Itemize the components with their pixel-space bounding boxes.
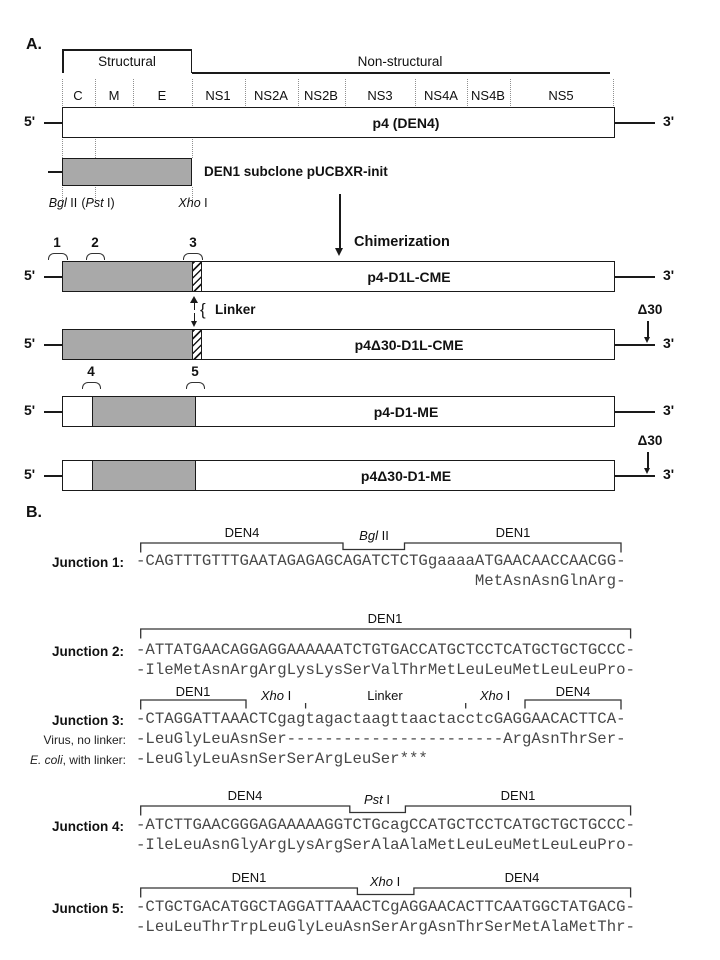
junction-1-title: Junction 1: xyxy=(51,555,124,570)
site-roman: I xyxy=(502,688,511,703)
junction-brace-3 xyxy=(183,253,203,260)
chimerization-arrowhead xyxy=(335,248,343,256)
gene-segment-label: NS2B xyxy=(304,88,338,103)
three-prime-line xyxy=(615,411,655,413)
construct-bar-p4d30-d1-me xyxy=(62,460,615,491)
chimerization-arrow xyxy=(339,194,341,248)
protein-sequence-virus: -LeuGlyLeuAsnSer-----------------------ArgAsnThrSer- xyxy=(136,730,626,748)
den1-me-segment xyxy=(92,397,196,426)
den1-cme-segment xyxy=(63,262,193,291)
five-prime-label: 5' xyxy=(24,335,36,351)
region-label-den4: DEN4 xyxy=(227,788,263,803)
junction-number-1: 1 xyxy=(53,235,61,250)
junction-brace-5 xyxy=(186,382,205,389)
site-italic: Pst xyxy=(85,196,104,210)
construct-label: p4Δ30-D1L-CME xyxy=(354,337,464,353)
linker-region-label: Linker xyxy=(367,688,403,703)
delta30-label: Δ30 xyxy=(637,302,663,317)
site-roman: II xyxy=(377,528,389,543)
guide-dotted-line xyxy=(95,139,96,158)
gene-divider xyxy=(613,79,614,106)
guide-dotted-line xyxy=(62,139,63,158)
gene-segment-label: NS4B xyxy=(471,88,505,103)
dna-sequence: -CTGCTGACATGGCTAGGATTAAACTCgAGGAACACTTCAATGGCTATGACG- xyxy=(136,898,635,916)
construct-bar-p4d30-d1l-cme xyxy=(62,329,615,360)
dna-sequence: -CTAGGATTAAACTCgagtagactaagttaactacctcGAGGAACACTTCA- xyxy=(136,710,626,728)
panel-b-label: B. xyxy=(26,504,42,521)
junction-number-5: 5 xyxy=(191,364,199,379)
subclone-label: DEN1 subclone pUCBXR-init xyxy=(204,164,388,179)
gene-divider xyxy=(467,79,468,106)
linker-up-arrow xyxy=(194,301,196,310)
site-italic: Xho xyxy=(369,874,393,889)
linker-hatch-segment xyxy=(193,330,202,359)
den1-cme-segment xyxy=(63,330,193,359)
junction-brace-1 xyxy=(48,253,68,260)
site-italic: Pst xyxy=(363,792,383,807)
gene-segment-label: NS3 xyxy=(367,88,393,103)
gene-segment-label: C xyxy=(73,88,83,103)
pst1-site-label xyxy=(81,196,114,210)
linker-down-arrowhead xyxy=(191,321,197,327)
junction-brace-4 xyxy=(82,382,101,389)
protein-sequence: MetAsnAsnGlnArg- xyxy=(474,572,626,590)
delta30-arrow xyxy=(647,321,649,338)
five-prime-line xyxy=(44,475,62,477)
linker-brace: { xyxy=(200,300,206,319)
gene-segment-label: M xyxy=(108,88,120,103)
site-roman: II xyxy=(66,196,78,210)
five-prime-label: 5' xyxy=(24,267,36,283)
region-label-den4: DEN4 xyxy=(555,684,591,699)
structural-label: Structural xyxy=(98,54,156,69)
delta30-arrow xyxy=(647,452,649,469)
gene-segment-label: NS4A xyxy=(424,88,458,103)
junction-2-bracket xyxy=(0,626,720,640)
three-prime-label: 3' xyxy=(663,267,675,283)
junction-5-bracket xyxy=(0,885,720,899)
site-italic: Bgl xyxy=(359,528,378,543)
three-prime-label: 3' xyxy=(663,335,675,351)
junction-brace-2 xyxy=(86,253,105,260)
junction-5-title: Junction 5: xyxy=(51,901,124,916)
panel-a-label: A. xyxy=(26,36,42,53)
gene-divider xyxy=(298,79,299,106)
gene-divider xyxy=(415,79,416,106)
delta30-arrowhead xyxy=(644,337,650,343)
site-roman: I xyxy=(283,688,292,703)
site-italic: Xho xyxy=(479,688,503,703)
region-label-den1: DEN1 xyxy=(500,788,536,803)
gene-divider xyxy=(192,79,193,106)
five-prime-label: 5' xyxy=(24,113,36,129)
junction-3-title: Junction 3: xyxy=(51,713,124,728)
delta30-arrowhead xyxy=(644,468,650,474)
junction-4-bracket xyxy=(0,803,720,817)
p4-bar-label: p4 (DEN4) xyxy=(372,115,440,131)
five-prime-line xyxy=(44,411,62,413)
junction-number-4: 4 xyxy=(87,364,95,379)
three-prime-line xyxy=(615,344,655,346)
chimerization-label: Chimerization xyxy=(354,234,450,250)
gene-divider xyxy=(510,79,511,106)
site-roman: I xyxy=(382,792,391,807)
den1-subclone-bar xyxy=(62,158,192,186)
protein-sequence: -IleMetAsnArgArgLysLysSerValThrMetLeuLeuMetLeuLeuPro- xyxy=(136,661,635,679)
dna-sequence: -CAGTTTGTTTGAATAGAGAGCAGATCTCTGgaaaaATGAACAACCAACGG- xyxy=(136,552,626,570)
three-prime-line xyxy=(615,122,655,124)
three-prime-label: 3' xyxy=(663,402,675,418)
five-prime-line xyxy=(44,122,62,124)
site-roman: I) xyxy=(103,196,115,210)
gene-divider xyxy=(95,79,96,106)
three-prime-line xyxy=(615,475,655,477)
region-label-den1: DEN1 xyxy=(367,611,403,626)
den1-me-segment xyxy=(92,461,196,490)
region-label-den1: DEN1 xyxy=(175,684,211,699)
five-prime-label: 5' xyxy=(24,466,36,482)
gene-divider xyxy=(62,79,63,106)
junction-number-2: 2 xyxy=(91,235,99,250)
protein-sequence: -LeuLeuThrTrpLeuGlyLeuAsnSerArgAsnThrSerMetAlaMetThr- xyxy=(136,918,635,936)
gene-divider xyxy=(245,79,246,106)
site-italic: Xho xyxy=(260,688,284,703)
protein-sequence-ecoli: -LeuGlyLeuAsnSerSerArgLeuSer*** xyxy=(136,750,428,768)
ecoli-italic: E. coli xyxy=(29,753,63,767)
site-roman: ( xyxy=(81,196,86,210)
ecoli-roman: , with linker: xyxy=(62,753,126,767)
bgl2-site-label xyxy=(49,196,78,210)
construct-bar-p4-d1l-cme xyxy=(62,261,615,292)
structural-bracket-top xyxy=(62,49,192,51)
nonstructural-underline xyxy=(192,72,610,74)
gene-segment-label: NS1 xyxy=(205,88,231,103)
gene-segment-label: NS5 xyxy=(548,88,574,103)
linker-hatch-segment xyxy=(193,262,202,291)
region-label-den1: DEN1 xyxy=(231,870,267,885)
region-label-den1: DEN1 xyxy=(495,525,531,540)
guide-dotted-line xyxy=(192,139,193,158)
dna-sequence: -ATTATGAACAGGAGGAAAAAATCTGTGACCATGCTCCTCATGCTGCTGCCC- xyxy=(136,641,635,659)
linker-label: Linker xyxy=(215,302,256,317)
virus-row-label: Virus, no linker: xyxy=(43,733,126,747)
site-roman: I xyxy=(200,196,208,210)
structural-bracket-right xyxy=(191,49,193,73)
construct-bar-p4-d1-me xyxy=(62,396,615,427)
three-prime-label: 3' xyxy=(663,113,675,129)
junction-3-bracket xyxy=(0,697,720,711)
p4-den4-bar xyxy=(62,107,615,138)
site-italic: Xho xyxy=(178,196,201,210)
gene-segment-label: E xyxy=(157,88,167,103)
ecoli-row-label xyxy=(0,753,126,767)
site-roman: I xyxy=(392,874,401,889)
gene-divider xyxy=(345,79,346,106)
dna-sequence: -ATCTTGAACGGGAGAAAAAGGTCTGcagCCATGCTCCTCATGCTGCTGCCC- xyxy=(136,816,635,834)
construct-label: p4-D1L-CME xyxy=(367,269,451,285)
protein-sequence: -IleLeuAsnGlyArgLysArgSerAlaAlaMetLeuLeuMetLeuLeuPro- xyxy=(136,836,635,854)
construct-label: p4Δ30-D1-ME xyxy=(360,468,452,484)
site-italic: Bgl xyxy=(48,196,67,210)
gene-segment-label: NS2A xyxy=(254,88,288,103)
gene-divider xyxy=(133,79,134,106)
structural-bracket-left xyxy=(62,49,64,73)
nonstructural-label: Non-structural xyxy=(357,54,443,69)
construct-label: p4-D1-ME xyxy=(373,404,439,420)
region-label-den4: DEN4 xyxy=(224,525,260,540)
junction-number-3: 3 xyxy=(189,235,197,250)
three-prime-line xyxy=(615,276,655,278)
five-prime-line xyxy=(44,276,62,278)
delta30-label: Δ30 xyxy=(637,433,663,448)
five-prime-line xyxy=(44,344,62,346)
junction-2-title: Junction 2: xyxy=(51,644,124,659)
subclone-left-line xyxy=(48,171,62,173)
five-prime-label: 5' xyxy=(24,402,36,418)
three-prime-label: 3' xyxy=(663,466,675,482)
junction-4-title: Junction 4: xyxy=(51,819,124,834)
region-label-den4: DEN4 xyxy=(504,870,540,885)
xho1-site-label xyxy=(178,196,207,210)
